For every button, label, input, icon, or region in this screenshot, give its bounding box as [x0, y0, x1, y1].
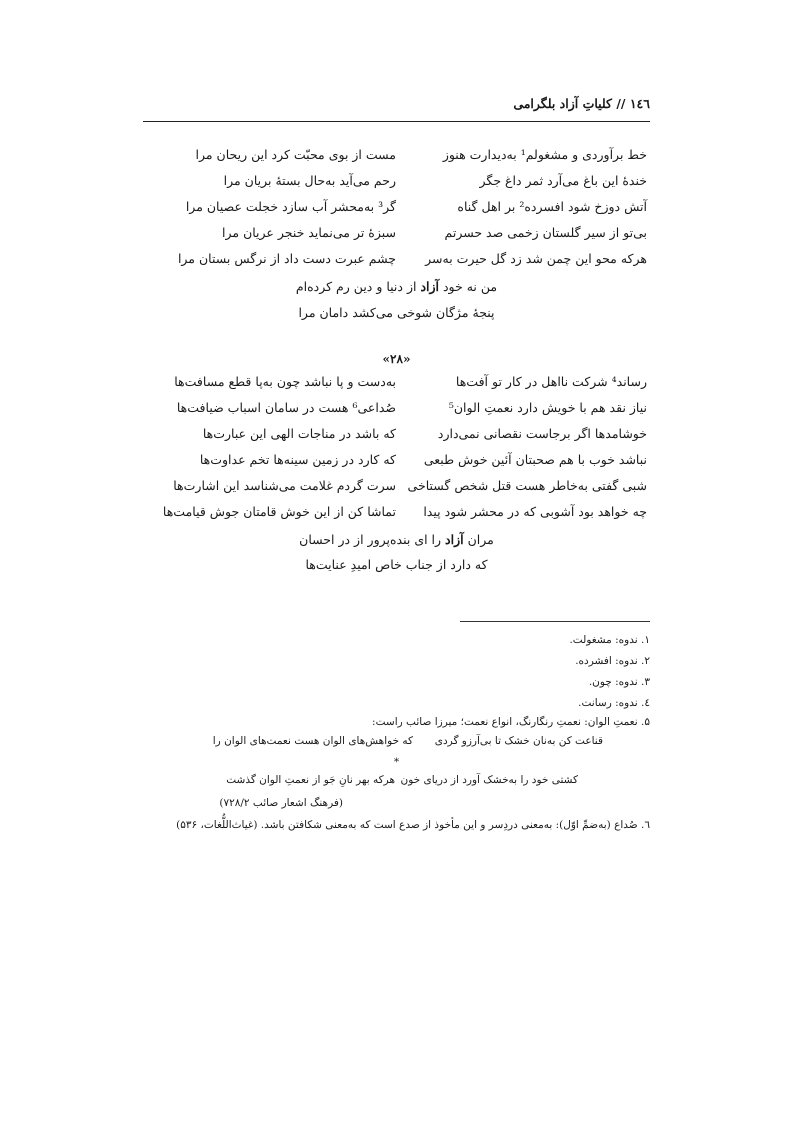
- closing-verse-text: مران: [463, 532, 494, 547]
- couplet: [146, 374, 647, 396]
- hemistich-second: تماشا کن از این خوش قامتان جوش قیامت‌ها: [162, 504, 396, 519]
- hemistich-first: نباشد خوب با هم صحبتان آئین خوش طبعی: [423, 452, 647, 467]
- poem-number: «۲۸»: [382, 352, 411, 366]
- footnote: ۲. ندوه: افشرده.: [575, 655, 650, 667]
- closing-verse: [0, 532, 793, 554]
- hemistich-second: رحم می‌آید به‌حال بستهٔ بریان مرا: [223, 173, 396, 188]
- hemistich-first: نیاز نقد هم با خویش دارد نعمتِ الوان⁵: [448, 400, 647, 415]
- footnote: ۵. نعمتِ الوان: نعمتِ رنگارنگ، انواع نعمت؛ میرزا صائب راست:: [372, 716, 650, 728]
- footnote-verse-hemistich: که خواهش‌های الوان هست نعمت‌های الوان را: [212, 735, 413, 747]
- couplet: [146, 173, 647, 195]
- footnote: ٦. صُداع (به‌ضمِّ اوّل): به‌معنی دردِسر و این مأخوذ از صدع است که به‌معنی شکافتن باشد. (غیاث‌اللُّغات، ۵۳۶): [176, 819, 650, 831]
- couplet: [146, 199, 647, 221]
- footnote-verse-hemistich: هرکه بهر نانِ جَو از نعمتِ الوان گذشت: [226, 774, 395, 786]
- hemistich-first: خط برآوردی و مشغولم¹ به‌دیدارت هنوز: [442, 147, 647, 162]
- closing-verse-text: من نه خود: [439, 279, 498, 294]
- hemistich-second: مست از بوی محبّت کرد این ریحان مرا: [195, 147, 396, 162]
- page-header: ١٤٦ // کلیاتِ آزاد بلگرامی: [513, 96, 650, 111]
- couplet: [146, 478, 647, 500]
- couplet: [146, 504, 647, 526]
- footnote-separator-star: *: [393, 756, 400, 768]
- hemistich-second: چشم عبرت دست داد از نرگس بستان مرا: [177, 251, 396, 266]
- hemistich-first: چه خواهد بود آشوبی که در محشر شود پیدا: [423, 504, 647, 519]
- closing-verse-text: که دارد از جناب خاص امیدِ عنایت‌ها: [305, 557, 488, 572]
- hemistich-first: آتش دوزخ شود افسرده² بر اهل گناه: [457, 199, 647, 214]
- closing-verse: [0, 305, 793, 327]
- footnote: ۱. ندوه: مشغولت.: [569, 634, 650, 646]
- closing-verse: [0, 557, 793, 579]
- header-divider: [143, 121, 650, 122]
- footnote-verse-hemistich: کشتی خود را به‌خشک آورد از دریای خون: [400, 774, 578, 786]
- hemistich-first: بی‌تو از سیر گلستان زخمی صد حسرتم: [444, 225, 647, 240]
- couplet: [146, 147, 647, 169]
- hemistich-first: رساند⁴ شرکت نااهل در کار تو آفت‌ها: [455, 374, 647, 389]
- closing-verse-text: پنجهٔ مژگان شوخی می‌کشد دامان مرا: [298, 305, 495, 320]
- closing-verse: [0, 279, 793, 301]
- footnote-source: (فرهنگ اشعار صائب ۷۲۸/۲): [219, 797, 343, 809]
- hemistich-second: به‌دست و پا نباشد چون به‌پا قطع مسافت‌ها: [174, 374, 396, 389]
- couplet: [146, 426, 647, 448]
- hemistich-second: گر³ به‌محشر آب سازد خجلت عصیان مرا: [185, 199, 396, 214]
- hemistich-first: هرکه محو این چمن شد زد گل حیرت به‌سر: [425, 251, 647, 266]
- poet-name: آزاد: [445, 532, 464, 547]
- hemistich-second: که کارد در زمین سینه‌ها تخم عداوت‌ها: [199, 452, 396, 467]
- footnote-verse-hemistich: قناعت کن به‌نان خشک تا بی‌آرزو گردی: [434, 735, 603, 747]
- footnote-divider: [460, 621, 650, 622]
- couplet: [146, 251, 647, 273]
- hemistich-second: سرت گردم غلامت می‌شناسد این اشارت‌ها: [173, 478, 396, 493]
- hemistich-first: خوشامدها اگر برجاست نقصانی نمی‌دارد: [437, 426, 647, 441]
- couplet: [146, 225, 647, 247]
- closing-verse-text: از دنیا و دین رم کرده‌ام: [295, 279, 421, 294]
- couplet: [146, 452, 647, 474]
- hemistich-first: خندهٔ این باغ می‌آرد ثمر داغ جگر: [479, 173, 647, 188]
- footnote: ٤. ندوه: رسانت.: [578, 697, 650, 709]
- poet-name: آزاد: [420, 279, 439, 294]
- hemistich-second: که باشد در مناجات الهی این عبارت‌ها: [202, 426, 396, 441]
- footnote: ۳. ندوه: چون.: [588, 676, 650, 688]
- closing-verse-text: را ای بنده‌پرور از در احسان: [299, 532, 446, 547]
- couplet: [146, 400, 647, 422]
- hemistich-second: سبزهٔ تر می‌نماید خنجر عریان مرا: [222, 225, 396, 240]
- hemistich-first: شبی گفتی به‌خاطر هست قتل شخص گستاخی: [407, 478, 647, 493]
- hemistich-second: صُداعی⁶ هست در سامان اسباب ضیافت‌ها: [176, 400, 396, 415]
